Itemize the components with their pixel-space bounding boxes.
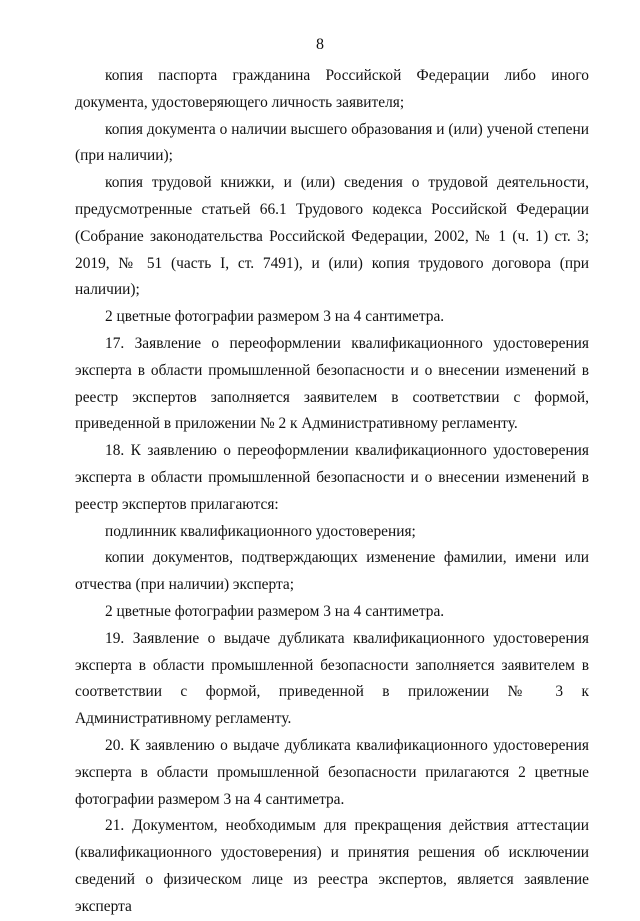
paragraph-photos: 2 цветные фотографии размером 3 на 4 сантиметра. [105, 308, 445, 326]
paragraph-employment-record: копия трудовой книжки, и (или) сведения о трудовой деятельности, предусмотренные статьей 66.1 Трудового кодекса Российской Федерации (Собрание законодательства Российской Федерации, 2002, № 1 (ч. 1) ст. 3; 2019, № 51 (часть I, ст. 7491), и (или) копия трудового договора (при наличии); [75, 174, 589, 299]
paragraph-original-certificate: подлинник квалификационного удостоверения; [105, 522, 416, 540]
page-number: 8 [316, 36, 324, 53]
paragraph-name-change-documents: копии документов, подтверждающих изменение фамилии, имени или отчества (при наличии) эксперта; [75, 549, 589, 594]
paragraph-item-21: 21. Документом, необходимым для прекращения действия аттестации (квалификационного удостоверения) и принятия решения об исключении сведений о физическом лице из реестра экспертов, является заявление эксперта [75, 817, 589, 915]
document-body [75, 63, 589, 921]
paragraph-item-19: 19. Заявление о выдаче дубликата квалификационного удостоверения эксперта в области промышленной безопасности заполняется заявителем в соответствии с формой, приведенной в приложении № 3 к Административному регламенту. [75, 629, 589, 728]
paragraph-passport-copy: копия паспорта гражданина Российской Федерации либо иного документа, удостоверяющего личность заявителя; [75, 67, 589, 111]
paragraph-item-18: 18. К заявлению о переоформлении квалификационного удостоверения эксперта в области промышленной безопасности и о внесении изменений в реестр экспертов прилагаются: [75, 442, 589, 513]
paragraph-item-17: 17. Заявление о переоформлении квалификационного удостоверения эксперта в области промышленной безопасности и о внесении изменений в реестр экспертов заполняется заявителем в соответствии с формой, приведенной в приложении № 2 к Административному регламенту. [75, 334, 589, 433]
paragraph-photos-2: 2 цветные фотографии размером 3 на 4 сантиметра. [105, 602, 445, 620]
paragraph-item-20: 20. К заявлению о выдаче дубликата квалификационного удостоверения эксперта в области промышленной безопасности прилагаются 2 цветные фотографии размером 3 на 4 сантиметра. [75, 736, 589, 808]
paragraph-education-copy: копия документа о наличии высшего образования и (или) ученой степени (при наличии); [75, 120, 589, 165]
